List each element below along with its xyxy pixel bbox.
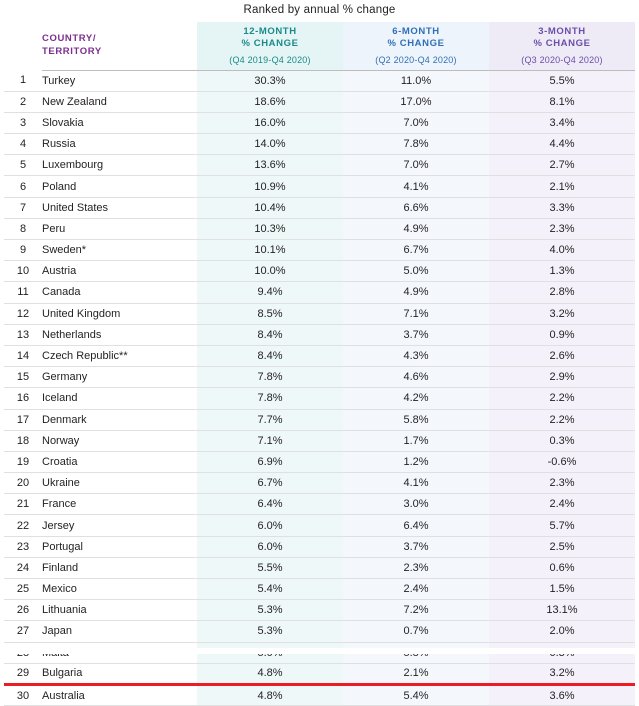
cell-country: Turkey	[42, 70, 197, 91]
cell-country: Finland	[42, 557, 197, 578]
table-body	[4, 70, 635, 706]
table-header	[4, 22, 635, 70]
cell-rank: 25	[4, 579, 42, 600]
cell-12-month-change: 7.8%	[197, 367, 343, 388]
cell-country: Ukraine	[42, 473, 197, 494]
table-row	[4, 515, 635, 536]
cell-rank: 27	[4, 621, 42, 642]
cell-country: Bulgaria	[42, 663, 197, 684]
cell-6-month-change: 4.2%	[343, 388, 489, 409]
cell-6-month-change: 7.8%	[343, 134, 489, 155]
cell-3-month-change: 0.3%	[489, 430, 635, 451]
cell-3-month-change: 5.7%	[489, 515, 635, 536]
cell-rank: 21	[4, 494, 42, 515]
cell-6-month-change: 4.9%	[343, 218, 489, 239]
cell-country: Croatia	[42, 451, 197, 472]
bottom-crop-edge	[0, 648, 639, 654]
cell-3-month-change: 2.4%	[489, 494, 635, 515]
cell-6-month-change: 4.6%	[343, 367, 489, 388]
cell-3-month-change: 0.6%	[489, 557, 635, 578]
column-header-country-line2: TERRITORY	[42, 45, 102, 57]
table-row	[4, 473, 635, 494]
table-row	[4, 663, 635, 684]
cell-12-month-change: 16.0%	[197, 112, 343, 133]
cell-rank: 18	[4, 430, 42, 451]
cell-6-month-change: 5.4%	[343, 684, 489, 705]
cell-6-month-change: 7.0%	[343, 112, 489, 133]
cell-12-month-change: 6.9%	[197, 451, 343, 472]
table-row	[4, 557, 635, 578]
column-header-country	[42, 22, 197, 70]
cell-12-month-change: 10.4%	[197, 197, 343, 218]
cell-3-month-change: 2.3%	[489, 218, 635, 239]
table-row	[4, 388, 635, 409]
cell-rank: 14	[4, 345, 42, 366]
cell-3-month-change: 8.1%	[489, 91, 635, 112]
cell-3-month-change: 4.0%	[489, 240, 635, 261]
column-header-12-month	[197, 22, 343, 70]
cell-6-month-change: 0.7%	[343, 621, 489, 642]
cell-3-month-change: 3.2%	[489, 663, 635, 684]
cell-country: Austria	[42, 261, 197, 282]
cell-12-month-change: 10.1%	[197, 240, 343, 261]
table-row	[4, 684, 635, 705]
cell-3-month-change: 2.5%	[489, 536, 635, 557]
cell-6-month-change: 7.0%	[343, 155, 489, 176]
cell-6-month-change: 1.2%	[343, 451, 489, 472]
cell-12-month-change: 7.7%	[197, 409, 343, 430]
column-header-3-month-line2: % CHANGE	[533, 38, 591, 49]
column-header-6-month-line1: 6-MONTH	[392, 25, 440, 37]
cell-3-month-change: 2.1%	[489, 176, 635, 197]
cell-country: Russia	[42, 134, 197, 155]
column-header-12-month-line1: 12-MONTH	[243, 25, 297, 37]
cell-rank: 12	[4, 303, 42, 324]
cell-12-month-change: 4.8%	[197, 663, 343, 684]
cell-rank: 24	[4, 557, 42, 578]
cell-6-month-change: 11.0%	[343, 70, 489, 91]
cell-country: Japan	[42, 621, 197, 642]
cell-rank: 26	[4, 600, 42, 621]
column-header-3-month-line1: 3-MONTH	[538, 25, 586, 37]
cell-country: Australia	[42, 684, 197, 705]
cell-rank: 4	[4, 134, 42, 155]
cell-rank: 22	[4, 515, 42, 536]
cell-country: Czech Republic**	[42, 345, 197, 366]
table-row	[4, 367, 635, 388]
table-row	[4, 621, 635, 642]
figure-caption: Ranked by annual % change	[243, 4, 396, 16]
cell-6-month-change: 2.4%	[343, 579, 489, 600]
cell-12-month-change: 7.1%	[197, 430, 343, 451]
cell-3-month-change: 3.2%	[489, 303, 635, 324]
column-header-6-month	[343, 22, 489, 70]
column-header-12-month-period: (Q4 2019-Q4 2020)	[229, 54, 311, 65]
cell-3-month-change: -0.6%	[489, 451, 635, 472]
cell-6-month-change: 6.4%	[343, 515, 489, 536]
table-row	[4, 536, 635, 557]
cell-6-month-change: 4.1%	[343, 176, 489, 197]
cell-country: United Kingdom	[42, 303, 197, 324]
cell-country: Poland	[42, 176, 197, 197]
cell-3-month-change: 3.4%	[489, 112, 635, 133]
cell-12-month-change: 18.6%	[197, 91, 343, 112]
cell-12-month-change: 8.4%	[197, 324, 343, 345]
cell-12-month-change: 8.4%	[197, 345, 343, 366]
cell-country: Luxembourg	[42, 155, 197, 176]
cell-6-month-change: 5.0%	[343, 261, 489, 282]
column-header-6-month-line2: % CHANGE	[387, 38, 445, 49]
cell-rank: 29	[4, 663, 42, 684]
cell-6-month-change: 4.9%	[343, 282, 489, 303]
column-header-rank	[4, 22, 42, 70]
table-row	[4, 430, 635, 451]
cell-3-month-change: 4.4%	[489, 134, 635, 155]
cell-rank: 13	[4, 324, 42, 345]
table-row	[4, 345, 635, 366]
table-row	[4, 494, 635, 515]
cell-6-month-change: 5.8%	[343, 409, 489, 430]
cell-3-month-change: 2.9%	[489, 367, 635, 388]
cell-12-month-change: 5.5%	[197, 557, 343, 578]
cell-country: United States	[42, 197, 197, 218]
cell-12-month-change: 4.8%	[197, 684, 343, 705]
cell-6-month-change: 4.1%	[343, 473, 489, 494]
cell-rank: 20	[4, 473, 42, 494]
cell-rank: 15	[4, 367, 42, 388]
cell-country: Canada	[42, 282, 197, 303]
cell-country: Jersey	[42, 515, 197, 536]
cell-12-month-change: 7.8%	[197, 388, 343, 409]
table-row	[4, 261, 635, 282]
cell-12-month-change: 5.4%	[197, 579, 343, 600]
cell-country: Netherlands	[42, 324, 197, 345]
cell-12-month-change: 13.6%	[197, 155, 343, 176]
cell-6-month-change: 2.1%	[343, 663, 489, 684]
cell-12-month-change: 10.0%	[197, 261, 343, 282]
cell-rank: 7	[4, 197, 42, 218]
cell-rank: 19	[4, 451, 42, 472]
cell-rank: 17	[4, 409, 42, 430]
table-row	[4, 303, 635, 324]
cell-6-month-change: 3.7%	[343, 324, 489, 345]
cell-12-month-change: 8.5%	[197, 303, 343, 324]
table-row	[4, 600, 635, 621]
cell-country: Slovakia	[42, 112, 197, 133]
cell-rank: 3	[4, 112, 42, 133]
table-row	[4, 579, 635, 600]
cell-country: Norway	[42, 430, 197, 451]
cell-6-month-change: 7.1%	[343, 303, 489, 324]
table-row	[4, 70, 635, 91]
table-row	[4, 176, 635, 197]
cell-country: Lithuania	[42, 600, 197, 621]
cell-3-month-change: 3.6%	[489, 684, 635, 705]
table-row	[4, 218, 635, 239]
cell-6-month-change: 3.0%	[343, 494, 489, 515]
rankings-table	[4, 22, 635, 706]
column-header-6-month-period: (Q2 2020-Q4 2020)	[375, 54, 457, 65]
table-row	[4, 240, 635, 261]
cell-12-month-change: 6.0%	[197, 515, 343, 536]
cell-12-month-change: 10.9%	[197, 176, 343, 197]
cell-12-month-change: 10.3%	[197, 218, 343, 239]
table-row	[4, 134, 635, 155]
column-header-country-line1: COUNTRY/	[42, 33, 97, 45]
cell-12-month-change: 5.3%	[197, 600, 343, 621]
cell-6-month-change: 3.7%	[343, 536, 489, 557]
cell-rank: 2	[4, 91, 42, 112]
cell-rank: 23	[4, 536, 42, 557]
cell-3-month-change: 2.7%	[489, 155, 635, 176]
cell-3-month-change: 2.6%	[489, 345, 635, 366]
table-row	[4, 155, 635, 176]
cell-country: Sweden*	[42, 240, 197, 261]
cell-country: Iceland	[42, 388, 197, 409]
table-row	[4, 282, 635, 303]
cell-rank: 1	[4, 70, 42, 91]
cell-rank: 11	[4, 282, 42, 303]
cell-12-month-change: 5.3%	[197, 621, 343, 642]
cell-12-month-change: 6.4%	[197, 494, 343, 515]
cell-rank: 5	[4, 155, 42, 176]
cell-6-month-change: 7.2%	[343, 600, 489, 621]
cell-3-month-change: 2.0%	[489, 621, 635, 642]
column-header-3-month	[489, 22, 635, 70]
cell-6-month-change: 17.0%	[343, 91, 489, 112]
cell-12-month-change: 14.0%	[197, 134, 343, 155]
cell-country: France	[42, 494, 197, 515]
cell-3-month-change: 13.1%	[489, 600, 635, 621]
column-header-12-month-line2: % CHANGE	[241, 38, 299, 49]
cell-3-month-change: 3.3%	[489, 197, 635, 218]
cell-rank: 30	[4, 684, 42, 705]
cell-rank: 8	[4, 218, 42, 239]
cell-country: Denmark	[42, 409, 197, 430]
cell-country: New Zealand	[42, 91, 197, 112]
cell-3-month-change: 5.5%	[489, 70, 635, 91]
cell-3-month-change: 2.8%	[489, 282, 635, 303]
table-row	[4, 451, 635, 472]
cell-country: Germany	[42, 367, 197, 388]
cell-3-month-change: 1.3%	[489, 261, 635, 282]
cell-3-month-change: 2.2%	[489, 388, 635, 409]
cell-6-month-change: 1.7%	[343, 430, 489, 451]
table-row	[4, 91, 635, 112]
cell-country: Peru	[42, 218, 197, 239]
cell-rank: 10	[4, 261, 42, 282]
cell-rank: 16	[4, 388, 42, 409]
cell-rank: 9	[4, 240, 42, 261]
cell-3-month-change: 0.9%	[489, 324, 635, 345]
cell-3-month-change: 1.5%	[489, 579, 635, 600]
cell-12-month-change: 6.7%	[197, 473, 343, 494]
cell-6-month-change: 6.6%	[343, 197, 489, 218]
table-row	[4, 409, 635, 430]
cell-6-month-change: 6.7%	[343, 240, 489, 261]
cell-12-month-change: 30.3%	[197, 70, 343, 91]
cell-12-month-change: 9.4%	[197, 282, 343, 303]
table-row	[4, 324, 635, 345]
cell-3-month-change: 2.3%	[489, 473, 635, 494]
cell-rank: 6	[4, 176, 42, 197]
cell-3-month-change: 2.2%	[489, 409, 635, 430]
table-row	[4, 112, 635, 133]
table-row	[4, 197, 635, 218]
cell-6-month-change: 2.3%	[343, 557, 489, 578]
column-header-3-month-period: (Q3 2020-Q4 2020)	[521, 54, 603, 65]
cell-country: Mexico	[42, 579, 197, 600]
cell-12-month-change: 6.0%	[197, 536, 343, 557]
cell-country: Portugal	[42, 536, 197, 557]
cell-6-month-change: 4.3%	[343, 345, 489, 366]
